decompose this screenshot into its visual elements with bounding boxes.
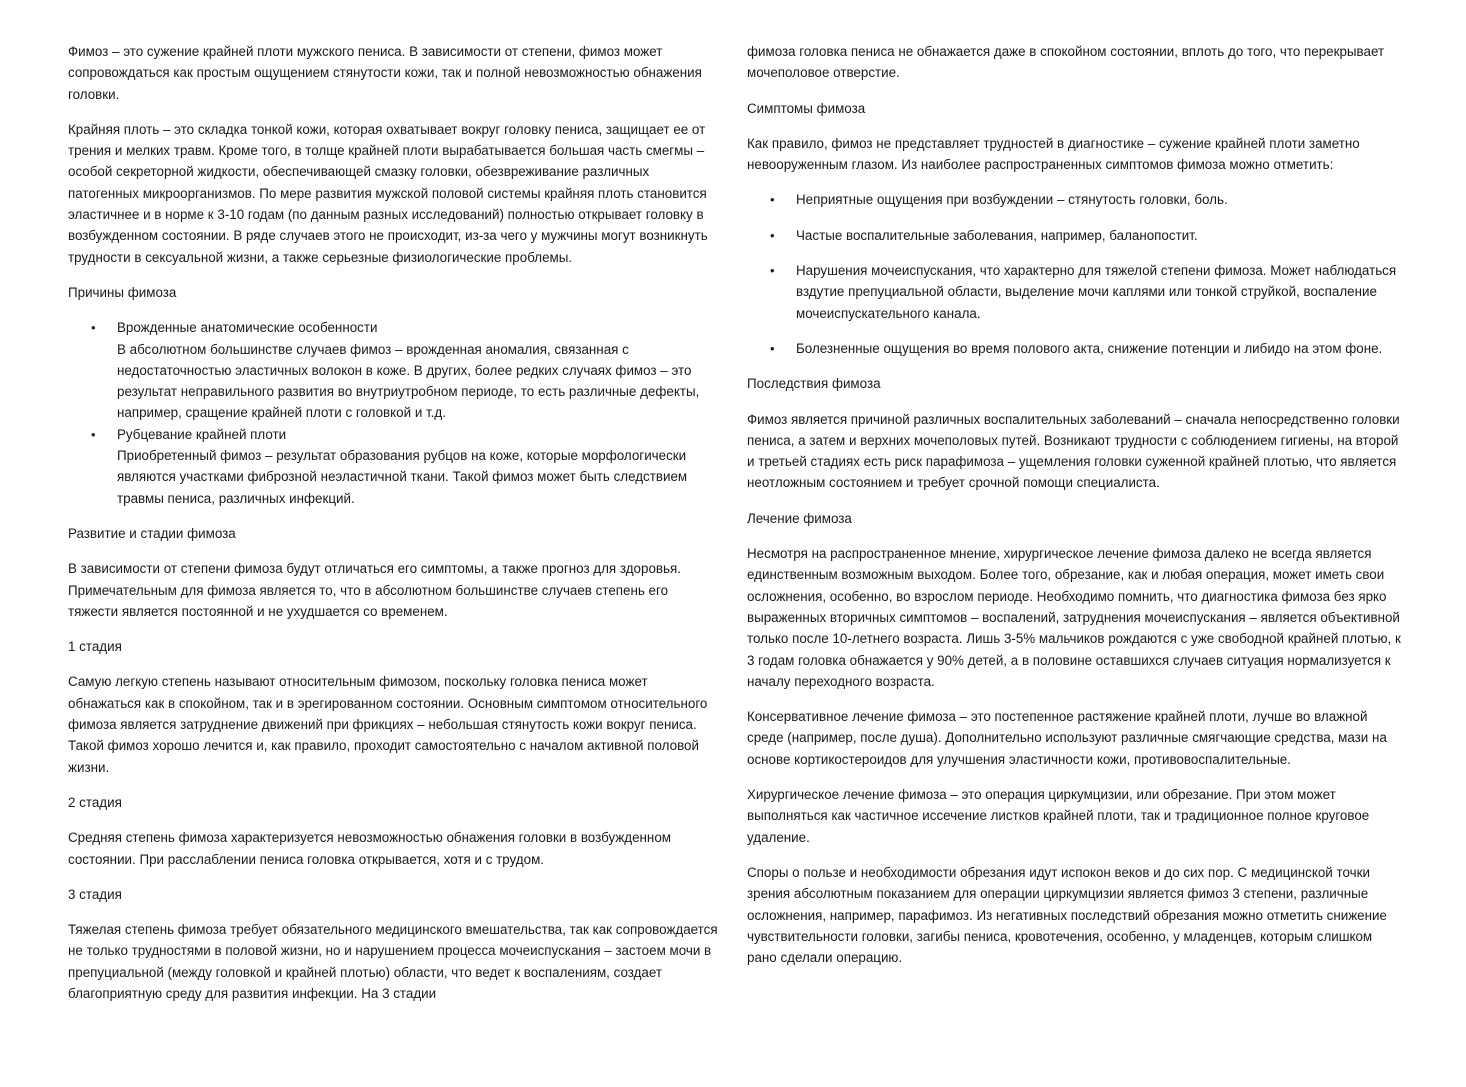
treatment-paragraph: Консервативное лечение фимоза – это постепенное растяжение крайней плоти, лучше во влажной среде (например, после душа). Дополнительно используют различные смягчающие средства, мази на основе кортикостероидов для улучшения эластичности кожи, противовоспалительные.	[747, 709, 1387, 767]
bullet-icon: •	[770, 263, 775, 279]
stage3-text: Тяжелая степень фимоза требует обязательного медицинского вмешательства, так как сопровождается не только трудностями в половой жизни, но и нарушением процесса мочеиспускания – застоем мочи в препуциальной (между головкой и крайней плотью) области, что ведет к воспалениям, создает благоприятную среду для развития инфекции. На 3 стадии	[68, 922, 718, 1001]
stages-intro: В зависимости от степени фимоза будут отличаться его симптомы, а также прогноз для здоровья. Примечательным для фимоза является то, что в абсолютном большинстве случаев степень его тяжести является постоянной и не ухудшается со временем.	[68, 561, 681, 619]
symptom-text: Частые воспалительные заболевания, например, баланопостит.	[796, 227, 1198, 243]
causes-heading: Причины фимоза	[68, 284, 177, 300]
list-item	[747, 260, 1402, 324]
intro-paragraph: Фимоз – это сужение крайней плоти мужского пениса. В зависимости от степени, фимоз может сопровождаться как простым ощущением стянутости кожи, так и полной невозможностью обнажения головки.	[68, 44, 702, 102]
bullet-icon: •	[91, 320, 96, 336]
cause-text: Приобретенный фимоз – результат образования рубцов на коже, которые морфологически являются участками фиброзной неэластичной ткани. Такой фимоз может быть следствием травмы пениса, различных инфекций.	[117, 448, 688, 506]
stage3-heading: 3 стадия	[68, 886, 122, 902]
list-item	[747, 225, 1402, 246]
list-item	[747, 189, 1402, 210]
stage1-text: Самую легкую степень называют относительным фимозом, поскольку головка пениса может обнажаться как в спокойном, так и в эрегированном состоянии. Основным симптомом относительного фимоза является затруднение движений при фрикциях – небольшая стянутость кожи вокруг пениса. Такой фимоз хорошо лечится и, как правило, проходит самостоятельно с началом активной половой жизни.	[68, 674, 708, 775]
treatment-paragraph: Хирургическое лечение фимоза – это операция циркумцизии, или обрезание. При этом может выполняться как частичное иссечение листков крайней плоти, так и традиционное полное круговое удаление.	[747, 787, 1370, 845]
symptom-text: Нарушения мочеиспускания, что характерно для тяжелой степени фимоза. Может наблюдаться вздутие препуциальной области, выделение мочи каплями или тонкой струйкой, воспаление мочеиспускательного канала.	[796, 263, 1397, 321]
list-item	[747, 338, 1402, 359]
bullet-icon: •	[770, 192, 775, 208]
treatment-paragraph: Споры о пользе и необходимости обрезания идут испокон веков и до сих пор. С медицинской точки зрения абсолютным показанием для операции циркумцизии является фимоз 3 степени, различные осложнения, например, парафимоз. Из негативных последствий обрезания можно отметить снижение чувствительности головки, загибы пениса, кровотечения, особенно, у младенцев, которым слишком рано сделали операцию.	[747, 864, 1387, 966]
treatment-paragraph: Несмотря на распространенное мнение, хирургическое лечение фимоза далеко не всегда является единственным возможным выходом. Более того, обрезание, как и любая операция, может иметь свои осложнения, особенно, во взрослом периоде. Необходимо помнить, что диагностика фимоза без ярко выраженных вторичных симптомов – воспалений, затруднения мочеиспускания – является объективной только после 10-летнего возраста. Лишь 3-5% мальчиков рождаются с уже свободной крайней плотью, к 3 годам головка обнажается у 90% детей, а в половине оставшихся случаев ситуация нормализуется к началу переходного возраста.	[747, 546, 1401, 689]
bullet-icon: •	[91, 426, 96, 442]
left-column	[68, 41, 720, 1018]
symptom-text: Неприятные ощущения при возбуждении – стянутость головки, боль.	[796, 192, 1228, 208]
stages-heading: Развитие и стадии фимоза	[68, 525, 236, 541]
cause-text: В абсолютном большинстве случаев фимоз – врожденная аномалия, связанная с недостаточностью эластичных волокон в коже. В других, более редких случаях фимоз – это результат неправильного развития во внутриутробном периоде, то есть различные дефекты, например, сращение крайней плоти с головкой и т.д.	[117, 341, 700, 421]
symptoms-intro: Как правило, фимоз не представляет трудностей в диагностике – сужение крайней плоти заметно невооруженным глазом. Из наиболее распространенных симптомов фимоза можно отметить:	[747, 135, 1360, 173]
stage1-heading: 1 стадия	[68, 639, 122, 655]
bullet-icon: •	[770, 227, 775, 243]
consequences-text: Фимоз является причиной различных воспалительных заболеваний – сначала непосредственно головки пениса, а затем и верхних мочеполовых путей. Возникают трудности с соблюдением гигиены, на второй и третьей стадиях есть риск парафимоза – ущемления головки суженной крайней плотью, что является неотложным состоянием и требует срочной помощи специалиста.	[747, 411, 1400, 491]
treatment-heading: Лечение фимоза	[747, 510, 852, 526]
symptoms-heading: Симптомы фимоза	[747, 100, 866, 116]
bullet-icon: •	[770, 340, 775, 356]
stage2-heading: 2 стадия	[68, 794, 122, 810]
consequences-heading: Последствия фимоза	[747, 376, 881, 392]
symptoms-list	[747, 189, 1402, 359]
cause-title: Рубцевание крайней плоти	[117, 426, 287, 442]
stage3-continued: фимоза головка пениса не обнажается даже в спокойном состоянии, вплоть до того, что перекрывает мочеполовое отверстие.	[747, 44, 1385, 81]
stage2-text: Средняя степень фимоза характеризуется невозможностью обнажения головки в возбужденном состоянии. При расслаблении пениса головка открывается, хотя и с трудом.	[68, 830, 671, 867]
causes-list	[68, 317, 720, 509]
list-item	[68, 424, 720, 509]
list-item	[68, 317, 720, 423]
foreskin-paragraph: Крайняя плоть – это складка тонкой кожи, которая охватывает вокруг головку пениса, защищает ее от трения и мелких травм. Кроме того, в толще крайней плоти вырабатывается большая часть смегмы – особой секреторной жидкости, обеспечивающей смазку головки, обезвреживание различных патогенных микроорганизмов. По мере развития мужской половой системы крайняя плоть становится эластичнее и в норме к 3-10 годам (по данным разных исследований) полностью открывает головку в возбужденном состоянии. В ряде случаев этого не происходит, из-за чего у мужчины могут возникнуть трудности в сексуальной жизни, а также серьезные физиологические проблемы.	[68, 121, 708, 265]
symptom-text: Болезненные ощущения во время полового акта, снижение потенции и либидо на этом фоне.	[796, 340, 1383, 356]
cause-title: Врожденные анатомические особенности	[117, 320, 378, 336]
right-column	[747, 41, 1402, 982]
